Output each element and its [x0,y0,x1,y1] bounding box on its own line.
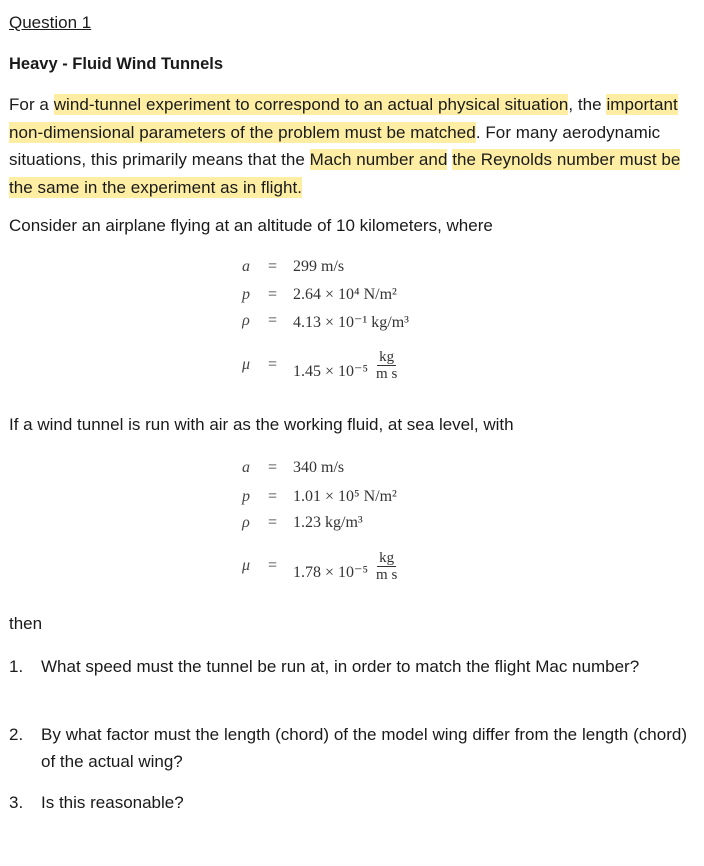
flight-viscosity-value: 1.45 × 10⁻⁵ [293,362,369,380]
equals-sign: = [268,488,278,505]
unit-numerator: kg [379,550,395,566]
symbol-mu: μ [241,557,251,574]
unit-numerator: kg [379,349,395,365]
symbol-p: p [242,488,250,505]
equals-sign: = [268,557,278,574]
symbol-a: a [242,459,250,476]
flight-speed-of-sound: 299 m/s [293,258,345,275]
question-item-1 [9,653,689,713]
unit-denominator: m s [376,366,398,382]
symbol-rho: ρ [242,312,250,329]
intro-text-3: . For many aerodynamic situations, this primarily means that the [9,122,661,170]
tunnel-conditions [238,459,498,609]
tunnel-viscosity-value: 1.78 × 10⁻⁵ [293,563,369,581]
unit-denominator: m s [376,567,398,583]
wind-tunnel-intro: If a wind tunnel is run with air as the working fluid, at sea level, with [9,415,514,434]
question-number: 1. [9,657,24,676]
highlight-2: important non-dimensional parameters of the problem must be matched [9,95,678,142]
equals-sign: = [268,459,278,476]
flight-conditions [238,258,498,408]
intro-text-2: , the [568,95,602,114]
question-item-3 [9,789,689,819]
highlight-1: wind-tunnel experiment to correspond to an actual physical situation [53,95,569,114]
flight-density: 4.13 × 10⁻¹ kg/m³ [293,314,409,331]
tunnel-density: 1.23 kg/m³ [293,514,363,531]
tunnel-speed-of-sound: 340 m/s [293,459,345,476]
highlight-3b: the Reynolds number must be the same in the experiment as in flight. [9,150,681,197]
question-text: By what factor must the length (chord) of the model wing differ from the length (chord) of the actual wing? [41,725,687,771]
flight-pressure: 2.64 × 10⁴ N/m² [293,286,397,303]
viscosity-unit [374,551,399,583]
symbol-rho: ρ [242,514,250,531]
tunnel-viscosity [293,547,399,583]
viscosity-unit [374,350,399,382]
intro-text-1: For a [9,95,54,114]
equals-sign: = [268,312,278,329]
equals-sign: = [268,286,278,303]
equals-sign: = [268,356,278,373]
question-number: 3. [9,793,24,812]
question-title: Question 1 [9,13,92,32]
question-text: What speed must the tunnel be run at, in order to match the flight Mac number? [41,657,640,676]
symbol-mu: μ [241,356,251,373]
question-item-2 [9,721,689,781]
tunnel-pressure: 1.01 × 10⁵ N/m² [293,488,397,505]
highlight-3a: Mach number and [309,150,448,170]
section-heading: Heavy - Fluid Wind Tunnels [9,55,224,73]
question-number: 2. [9,725,24,744]
equals-sign: = [268,258,278,275]
consider-text: Consider an airplane flying at an altitude of 10 kilometers, where [9,216,493,235]
flight-viscosity [293,346,399,382]
intro-paragraph [9,91,694,201]
equals-sign: = [268,514,278,531]
symbol-p: p [242,286,250,303]
question-text: Is this reasonable? [41,793,184,812]
symbol-a: a [242,258,250,275]
then-text: then [9,614,43,633]
